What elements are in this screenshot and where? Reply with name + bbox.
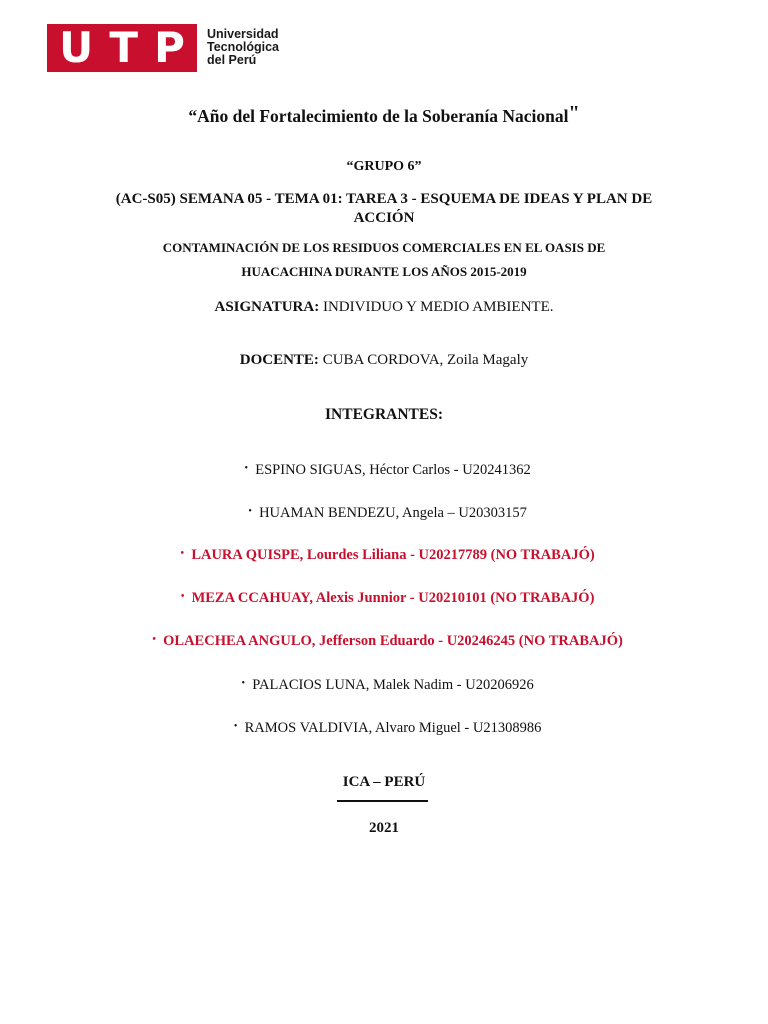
- year-motto-text: “Año del Fortalecimiento de la Soberanía Nacional: [188, 106, 569, 126]
- bullet-icon: •: [248, 506, 252, 518]
- logo-letter-p: P: [154, 23, 185, 72]
- utp-logo: [47, 24, 279, 72]
- year-motto-closing-quote: ": [568, 102, 580, 124]
- member-item: [0, 462, 768, 479]
- bullet-icon: •: [152, 634, 156, 646]
- teacher: [0, 352, 768, 369]
- course-label: ASIGNATURA:: [214, 299, 320, 315]
- member-text: LAURA QUISPE, Lourdes Liliana - U20217789 (NO TRABAJÓ): [191, 547, 595, 563]
- bullet-icon: •: [180, 548, 185, 560]
- university-name: [207, 28, 279, 67]
- logo-letter-u: U: [59, 23, 94, 72]
- location-underline: [337, 800, 428, 802]
- university-name-line3: del Perú: [207, 53, 257, 67]
- course-value: INDIVIDUO Y MEDIO AMBIENTE.: [319, 299, 554, 315]
- member-item: [0, 505, 768, 522]
- year-motto: [0, 102, 768, 128]
- university-name-line1: Universidad: [207, 27, 279, 41]
- member-item: [0, 677, 768, 694]
- members-heading: INTEGRANTES:: [325, 406, 443, 423]
- member-item: [0, 720, 768, 737]
- location: ICA – PERÚ: [342, 774, 426, 790]
- group-name: “GRUPO 6”: [346, 159, 422, 174]
- course: [0, 299, 768, 316]
- topic-title-line1: CONTAMINACIÓN DE LOS RESIDUOS COMERCIALES EN EL OASIS DE: [162, 240, 606, 255]
- topic-title-line2: HUACACHINA DURANTE LOS AÑOS 2015-2019: [241, 264, 527, 279]
- member-text: ESPINO SIGUAS, Héctor Carlos - U20241362: [255, 462, 531, 478]
- utp-logo-mark: [47, 24, 197, 72]
- university-name-line2: Tecnológica: [207, 40, 280, 54]
- member-text: PALACIOS LUNA, Malek Nadim - U20206926: [252, 677, 534, 693]
- assignment-title: (AC-S05) SEMANA 05 - TEMA 01: TAREA 3 - ESQUEMA DE IDEAS Y PLAN DE ACCIÓN: [115, 191, 653, 226]
- bullet-icon: •: [241, 678, 246, 690]
- teacher-value: CUBA CORDOVA, Zoila Magaly: [318, 352, 529, 368]
- member-text: OLAECHEA ANGULO, Jefferson Eduardo - U20246245 (NO TRABAJÓ): [163, 633, 623, 649]
- bullet-icon: •: [244, 463, 248, 475]
- member-item-highlighted: [0, 590, 768, 607]
- bullet-icon: •: [180, 591, 185, 603]
- member-text: RAMOS VALDIVIA, Alvaro Miguel - U21308986: [244, 720, 542, 736]
- member-text: HUAMAN BENDEZU, Angela – U20303157: [259, 505, 527, 521]
- logo-letter-t: T: [109, 23, 138, 72]
- member-item-highlighted: [0, 633, 768, 650]
- bullet-icon: •: [233, 721, 238, 733]
- member-text: MEZA CCAHUAY, Alexis Junnior - U20210101 (NO TRABAJÓ): [191, 590, 595, 606]
- member-item-highlighted: [0, 547, 768, 564]
- year: 2021: [369, 820, 399, 836]
- teacher-label: DOCENTE:: [239, 352, 319, 368]
